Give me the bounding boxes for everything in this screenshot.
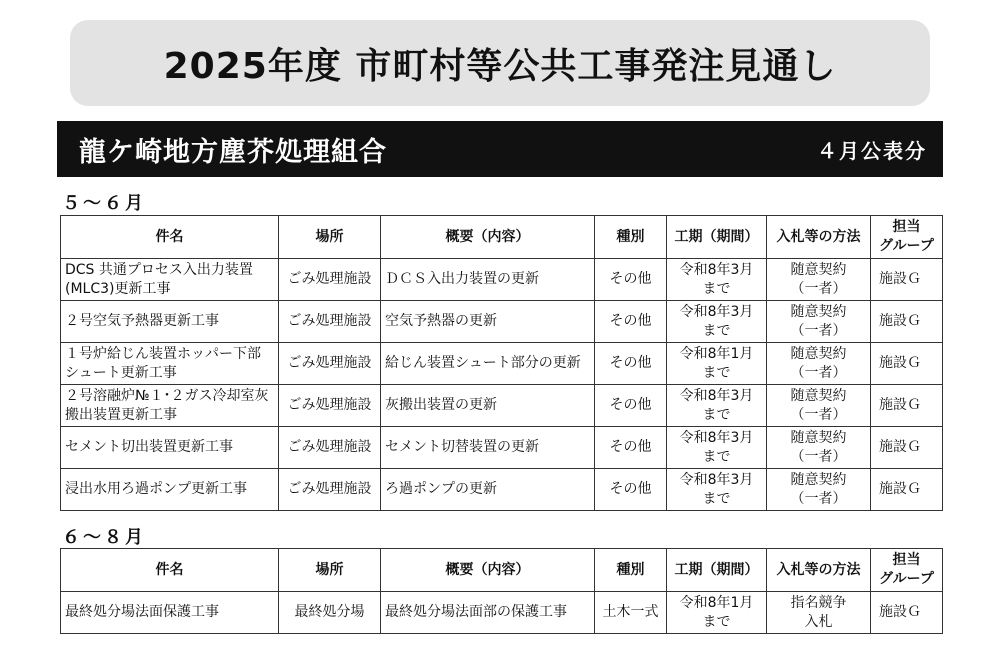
- term-line1: 令和8年3月: [679, 471, 754, 488]
- col-header-group-line1: 担当: [892, 552, 921, 568]
- term-line2: まで: [702, 613, 731, 630]
- col-header-group: [871, 549, 943, 592]
- cell-summary: 給じん装置シュート部分の更新: [381, 343, 595, 385]
- term-line2: まで: [702, 490, 731, 507]
- col-header-group-line2: グループ: [879, 238, 934, 254]
- cell-method: [767, 469, 871, 511]
- cell-name: ２号溶融炉№１･２ガス冷却室灰搬出装置更新工事: [61, 385, 279, 427]
- cell-group: 施設Ｇ: [871, 343, 943, 385]
- cell-place: ごみ処理施設: [279, 343, 381, 385]
- procurement-table: [60, 215, 943, 511]
- cell-group: 施設Ｇ: [871, 469, 943, 511]
- col-header-type: 種別: [595, 549, 667, 592]
- term-line2: まで: [702, 322, 731, 339]
- term-line1: 令和8年3月: [679, 429, 754, 446]
- method-line1: 随意契約: [790, 471, 847, 488]
- method-line2: （一者）: [790, 448, 847, 465]
- cell-method: [767, 301, 871, 343]
- term-line1: 令和8年3月: [679, 387, 754, 404]
- term-line2: まで: [702, 406, 731, 423]
- cell-method: [767, 343, 871, 385]
- organization-name: 龍ケ崎地方塵芥処理組合: [79, 136, 387, 168]
- method-line2: 入札: [804, 613, 833, 630]
- col-header-group-line1: 担当: [892, 219, 921, 235]
- page-title: 2025年度 市町村等公共工事発注見通し: [163, 45, 837, 87]
- term-line1: 令和8年1月: [679, 345, 754, 362]
- cell-type: 土木一式: [595, 592, 667, 634]
- cell-method: [767, 385, 871, 427]
- term-line1: 令和8年3月: [679, 261, 754, 278]
- table-row: [61, 427, 943, 469]
- table-header-row: [61, 216, 943, 259]
- cell-place: ごみ処理施設: [279, 301, 381, 343]
- cell-name: 浸出水用ろ過ポンプ更新工事: [61, 469, 279, 511]
- method-line1: 随意契約: [790, 261, 847, 278]
- organization-bar: [57, 121, 943, 177]
- section-period: ６～８月: [62, 527, 146, 548]
- method-line1: 随意契約: [790, 303, 847, 320]
- cell-term: [667, 592, 767, 634]
- title-banner: [70, 20, 930, 106]
- term-line2: まで: [702, 448, 731, 465]
- col-header-type: 種別: [595, 216, 667, 259]
- cell-place: ごみ処理施設: [279, 427, 381, 469]
- cell-name: セメント切出装置更新工事: [61, 427, 279, 469]
- cell-type: その他: [595, 343, 667, 385]
- cell-name: DCS 共通プロセス入出力装置(MLC3)更新工事: [61, 259, 279, 301]
- method-line1: 随意契約: [790, 345, 847, 362]
- cell-method: [767, 592, 871, 634]
- publication-note: ４月公表分: [817, 138, 927, 163]
- col-header-group: [871, 216, 943, 259]
- cell-term: [667, 301, 767, 343]
- table-row: [61, 343, 943, 385]
- table-row: [61, 385, 943, 427]
- col-header-term: 工期（期間）: [667, 549, 767, 592]
- col-header-method: 入札等の方法: [767, 549, 871, 592]
- cell-place: 最終処分場: [279, 592, 381, 634]
- table-row: [61, 259, 943, 301]
- col-header-place: 場所: [279, 549, 381, 592]
- col-header-summary: 概要（内容）: [381, 216, 595, 259]
- method-line2: （一者）: [790, 490, 847, 507]
- cell-group: 施設Ｇ: [871, 427, 943, 469]
- method-line2: （一者）: [790, 364, 847, 381]
- term-line2: まで: [702, 364, 731, 381]
- cell-term: [667, 469, 767, 511]
- cell-name: １号炉給じん装置ホッパー下部シュート更新工事: [61, 343, 279, 385]
- cell-term: [667, 343, 767, 385]
- term-line1: 令和8年3月: [679, 303, 754, 320]
- cell-summary: 灰搬出装置の更新: [381, 385, 595, 427]
- col-header-group-line2: グループ: [879, 571, 934, 587]
- method-line2: （一者）: [790, 280, 847, 297]
- cell-summary: ろ過ポンプの更新: [381, 469, 595, 511]
- method-line1: 指名競争: [790, 594, 847, 611]
- cell-place: ごみ処理施設: [279, 469, 381, 511]
- table-row: [61, 301, 943, 343]
- col-header-name: 件名: [61, 216, 279, 259]
- table-header-row: [61, 549, 943, 592]
- cell-group: 施設Ｇ: [871, 301, 943, 343]
- cell-term: [667, 259, 767, 301]
- cell-summary: セメント切替装置の更新: [381, 427, 595, 469]
- method-line2: （一者）: [790, 322, 847, 339]
- cell-term: [667, 427, 767, 469]
- cell-term: [667, 385, 767, 427]
- col-header-name: 件名: [61, 549, 279, 592]
- cell-type: その他: [595, 259, 667, 301]
- col-header-method: 入札等の方法: [767, 216, 871, 259]
- cell-group: 施設Ｇ: [871, 259, 943, 301]
- cell-method: [767, 259, 871, 301]
- procurement-table: [60, 548, 943, 634]
- cell-group: 施設Ｇ: [871, 592, 943, 634]
- cell-summary: 最終処分場法面部の保護工事: [381, 592, 595, 634]
- term-line2: まで: [702, 280, 731, 297]
- cell-name: 最終処分場法面保護工事: [61, 592, 279, 634]
- cell-group: 施設Ｇ: [871, 385, 943, 427]
- cell-place: ごみ処理施設: [279, 259, 381, 301]
- col-header-term: 工期（期間）: [667, 216, 767, 259]
- col-header-place: 場所: [279, 216, 381, 259]
- cell-summary: 空気予熱器の更新: [381, 301, 595, 343]
- method-line1: 随意契約: [790, 387, 847, 404]
- term-line1: 令和8年1月: [679, 594, 754, 611]
- cell-place: ごみ処理施設: [279, 385, 381, 427]
- table-row: [61, 592, 943, 634]
- table-row: [61, 469, 943, 511]
- cell-type: その他: [595, 301, 667, 343]
- section-period: ５～６月: [62, 193, 146, 214]
- cell-type: その他: [595, 469, 667, 511]
- cell-summary: ＤＣＳ入出力装置の更新: [381, 259, 595, 301]
- cell-name: ２号空気予熱器更新工事: [61, 301, 279, 343]
- method-line2: （一者）: [790, 406, 847, 423]
- cell-type: その他: [595, 427, 667, 469]
- method-line1: 随意契約: [790, 429, 847, 446]
- col-header-summary: 概要（内容）: [381, 549, 595, 592]
- cell-type: その他: [595, 385, 667, 427]
- cell-method: [767, 427, 871, 469]
